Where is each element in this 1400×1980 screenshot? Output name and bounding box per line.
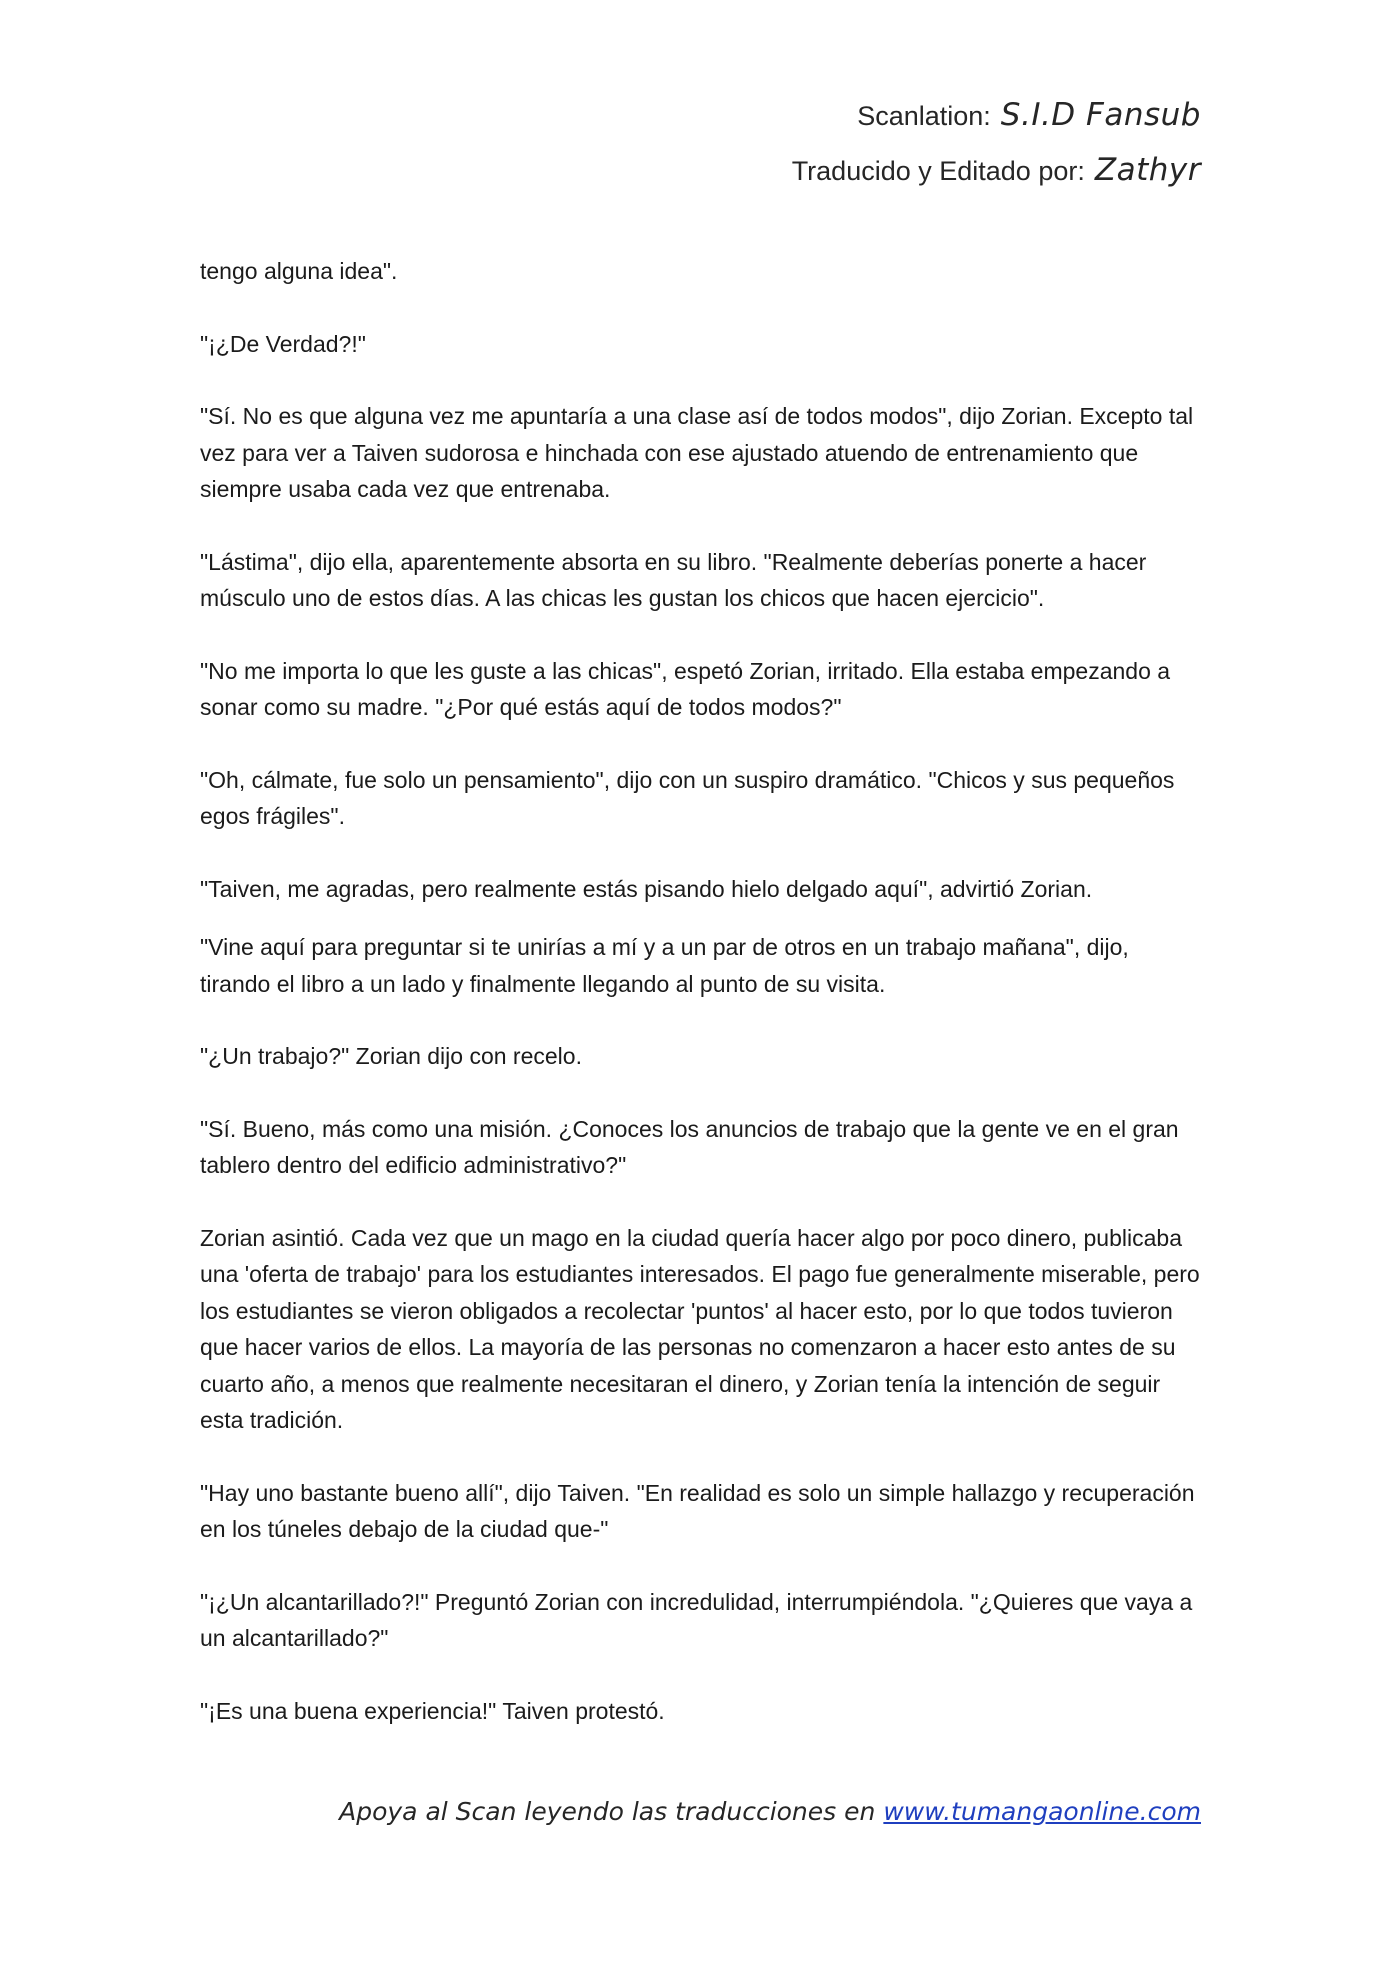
tumangaonline-link[interactable]: www.tumangaonline.com bbox=[883, 1797, 1201, 1826]
paragraph: "Vine aquí para preguntar si te unirías a mí y a un par de otros en un trabajo mañana", dijo, tirando el libro a un lado y finalmente llegando al punto de su visita. bbox=[200, 934, 1129, 997]
paragraph: tengo alguna idea". bbox=[200, 258, 398, 284]
scanlation-group-name: S.I.D Fansub bbox=[1000, 97, 1201, 133]
paragraph: "¡¿Un alcantarillado?!" Preguntó Zorian con incredulidad, interrumpiéndola. "¿Quieres que vaya a un alcantarillado?" bbox=[200, 1588, 1193, 1651]
paragraph: "¿Un trabajo?" Zorian dijo con recelo. bbox=[200, 1043, 582, 1069]
translator-name: Zathyr bbox=[1094, 152, 1201, 188]
paragraph: "Sí. Bueno, más como una misión. ¿Conoces los anuncios de trabajo que la gente ve en el gran tablero dentro del edificio administrativo?" bbox=[200, 1115, 1179, 1178]
translator-credit bbox=[792, 143, 1201, 198]
paragraph: "Hay uno bastante bueno allí", dijo Taiven. "En realidad es solo un simple hallazgo y recuperación en los túneles debajo de la ciudad que-" bbox=[200, 1479, 1195, 1542]
paragraph: "Lástima", dijo ella, aparentemente absorta en su libro. "Realmente deberías ponerte a hacer músculo uno de estos días. A las chicas les gustan los chicos que hacen ejercicio". bbox=[200, 548, 1147, 611]
paragraph: "¡¿De Verdad?!" bbox=[200, 330, 366, 357]
credits-header bbox=[792, 88, 1201, 198]
support-footer bbox=[339, 1797, 1201, 1826]
paragraph: "No me importa lo que les guste a las chicas", espetó Zorian, irritado. Ella estaba empezando a sonar como su madre. "¿Por qué estás aquí de todos modos?" bbox=[200, 657, 1171, 720]
story-text bbox=[200, 253, 1200, 1765]
paragraph: "Oh, cálmate, fue solo un pensamiento", dijo con un suspiro dramático. "Chicos y sus pequeños egos frágiles". bbox=[200, 766, 1175, 829]
footer-text: Apoya al Scan leyendo las traducciones en bbox=[339, 1797, 876, 1826]
translator-label: Traducido y Editado por: bbox=[791, 156, 1085, 186]
paragraph: Zorian asintió. Cada vez que un mago en la ciudad quería hacer algo por poco dinero, publicaba una 'oferta de trabajo' para los estudiantes interesados. El pago fue generalmente miserable, pero los estudiantes se vieron obligados a recolectar 'puntos' al hacer esto, por lo que todos tuvieron que hacer varios de ellos. La mayoría de las personas no comenzaron a hacer esto antes de su cuarto año, a menos que realmente necesitaran el dinero, y Zorian tenía la intención de seguir esta tradición. bbox=[200, 1224, 1200, 1433]
scanlation-label: Scanlation: bbox=[857, 101, 991, 131]
paragraph: "Taiven, me agradas, pero realmente estás pisando hielo delgado aquí", advirtió Zorian. bbox=[200, 875, 1093, 902]
paragraph: "Sí. No es que alguna vez me apuntaría a una clase así de todos modos", dijo Zorian. Excepto tal vez para ver a Taiven sudorosa e hinchada con ese ajustado atuendo de entrenamiento que siempre usaba cada vez que entrenaba. bbox=[200, 403, 1194, 502]
paragraph: "¡Es una buena experiencia!" Taiven protestó. bbox=[200, 1697, 665, 1724]
scanlation-credit bbox=[792, 88, 1201, 143]
